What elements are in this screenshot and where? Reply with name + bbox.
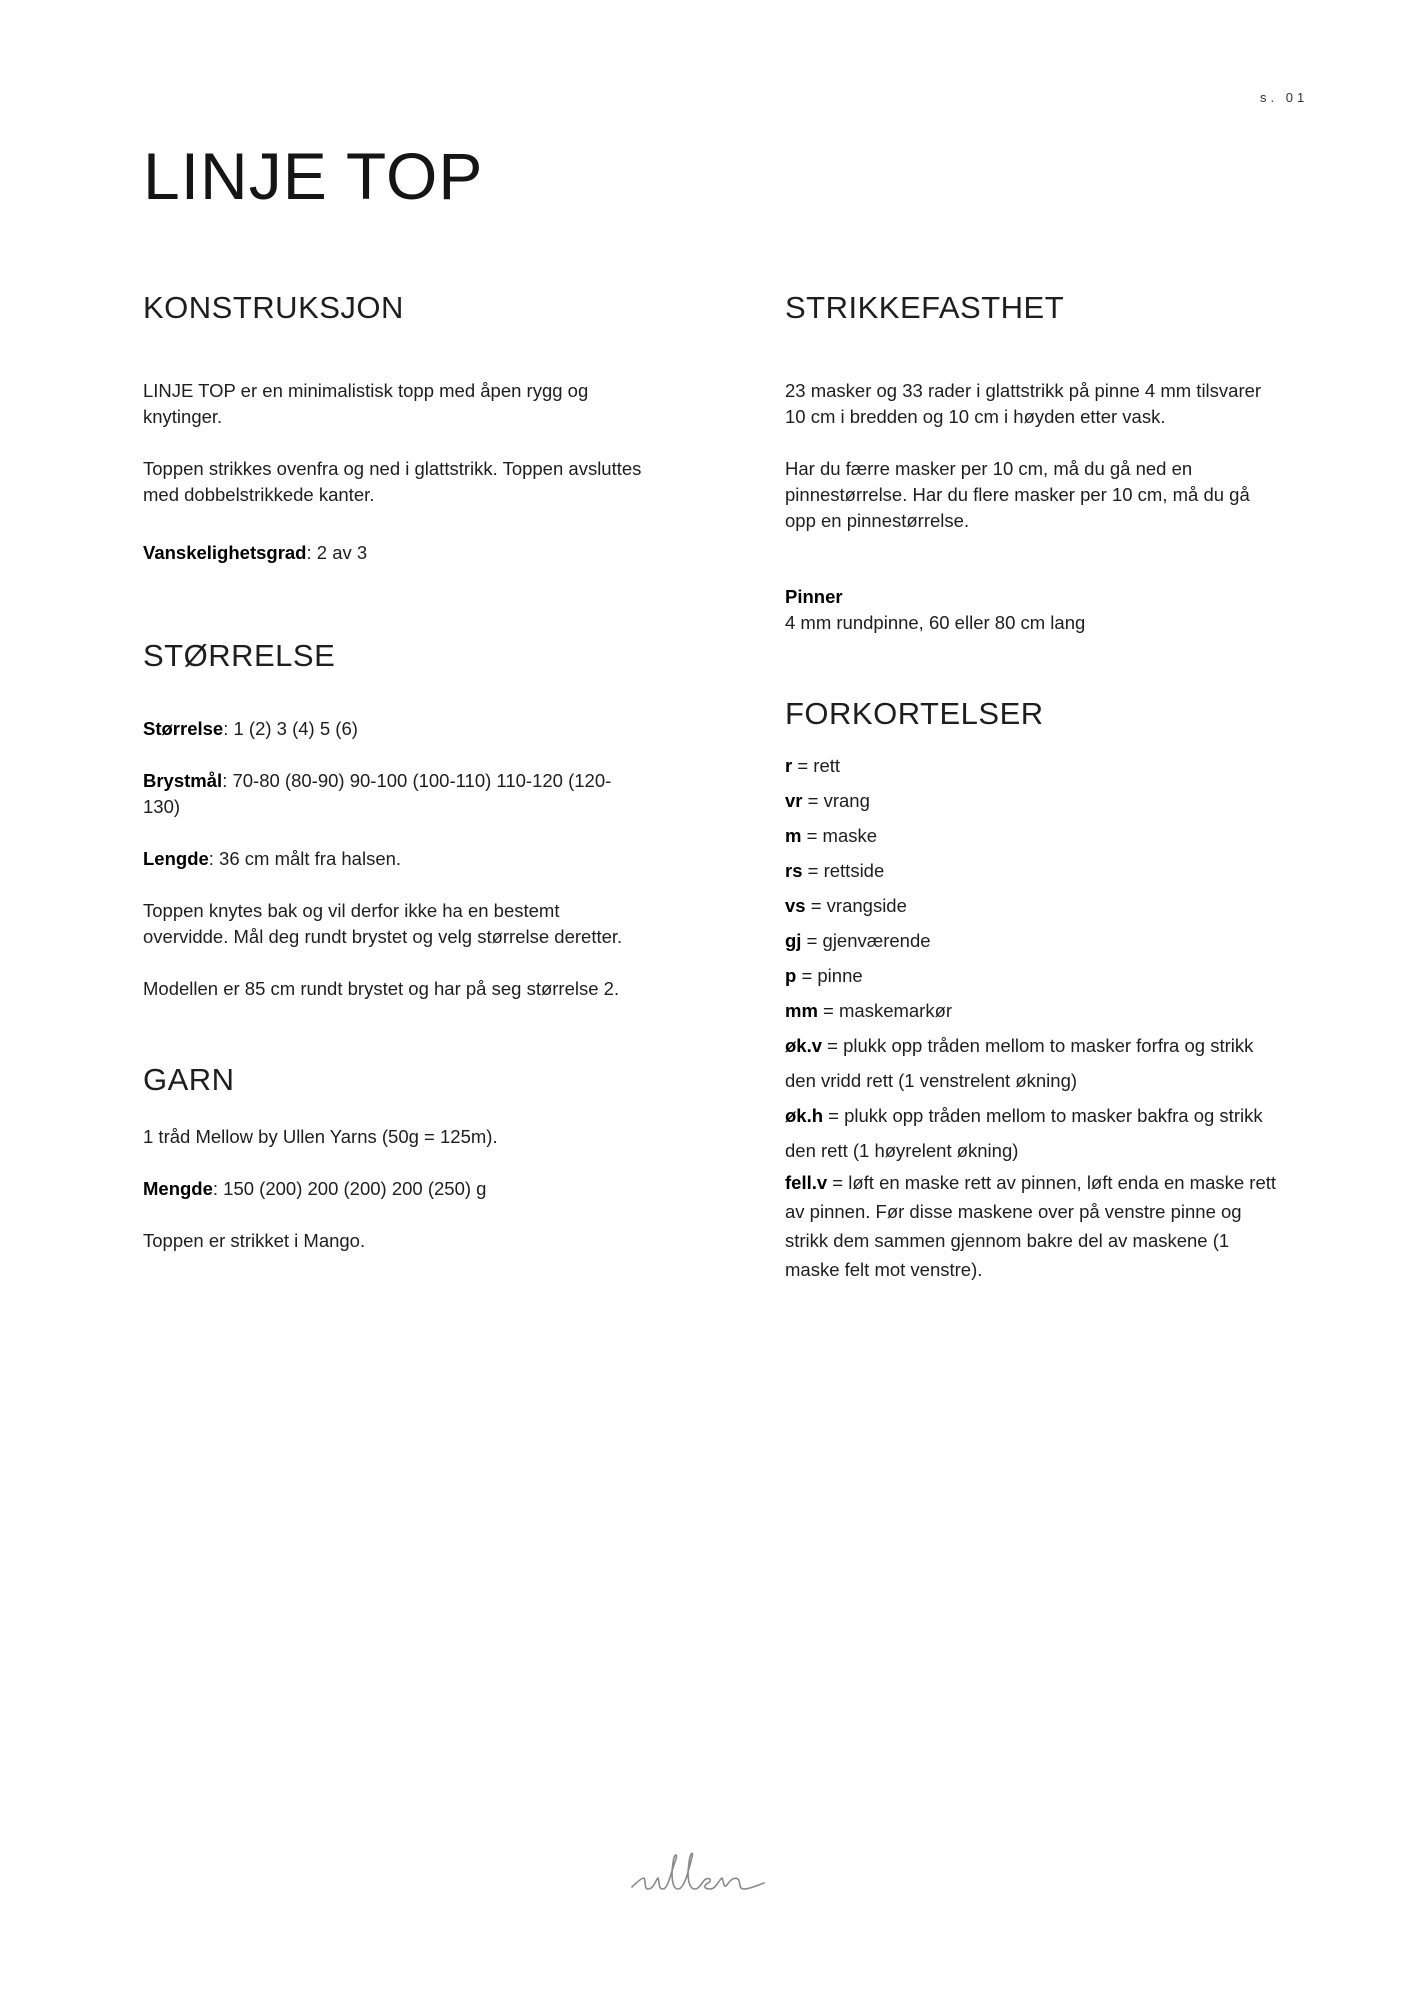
- abbr-term: øk.v: [785, 1035, 823, 1056]
- abbr-term: m: [785, 825, 802, 846]
- amount: [143, 1176, 643, 1202]
- abbr-term: gj: [785, 930, 802, 951]
- left-column: [143, 284, 643, 1254]
- bust: [143, 768, 643, 820]
- right-column: [785, 284, 1285, 1284]
- bust-value: : 70-80 (80-90) 90-100 (100-110) 110-120 (120-130): [143, 770, 612, 817]
- abbr-term: vs: [785, 895, 806, 916]
- size-label: Størrelse: [143, 718, 224, 739]
- heading-strikkefasthet: STRIKKEFASTHET: [785, 290, 1065, 325]
- difficulty-value: : 2 av 3: [306, 542, 368, 563]
- abbr-desc: = plukk opp tråden mellom to masker bakfra og strikk den rett (1 høyrelent økning): [785, 1105, 1263, 1161]
- heading-konstruksjon: KONSTRUKSJON: [143, 290, 404, 325]
- length-label: Lengde: [143, 848, 209, 869]
- abbr-desc: = løft en maske rett av pinnen, løft enda en maske rett av pinnen. Før disse maskene over på venstre pinne og strikk dem sammen gjennom bakre del av maskene (1 maske felt mot venstre).: [785, 1172, 1277, 1280]
- abbr-desc: = gjenværende: [801, 930, 931, 951]
- section-storrelse: [143, 632, 643, 1002]
- section-garn: [143, 1056, 643, 1254]
- abbr-term: p: [785, 965, 797, 986]
- size: [143, 716, 643, 742]
- amount-label: Mengde: [143, 1178, 213, 1199]
- gauge-adjust: Har du færre masker per 10 cm, må du gå ned en pinnestørrelse. Har du flere masker per 10 cm, må du gå opp en pinnestørrelse.: [785, 458, 1250, 531]
- fit-note: Toppen knytes bak og vil derfor ikke ha en bestemt overvidde. Mål deg rundt brystet og velg størrelse deretter.: [143, 900, 623, 947]
- size-value: : 1 (2) 3 (4) 5 (6): [223, 718, 358, 739]
- list-item: [785, 993, 1285, 1028]
- section-konstruksjon: [143, 284, 643, 566]
- abbr-desc: = pinne: [796, 965, 863, 986]
- page-number: s. 01: [1260, 90, 1309, 105]
- list-item: [785, 818, 1285, 853]
- abbr-term: mm: [785, 1000, 818, 1021]
- abbr-term: fell.v: [785, 1172, 828, 1193]
- needles-value: 4 mm rundpinne, 60 eller 80 cm lang: [785, 612, 1086, 633]
- abbr-desc: = maske: [801, 825, 878, 846]
- section-forkortelser: [785, 690, 1285, 1284]
- konstruksjon-intro: LINJE TOP er en minimalistisk topp med åpen rygg og knytinger.: [143, 380, 589, 427]
- list-item: [785, 1168, 1285, 1284]
- abbr-desc: = rett: [792, 755, 841, 776]
- ullen-logo: [630, 1845, 795, 1905]
- abbr-desc: = plukk opp tråden mellom to masker forfra og strikk den vridd rett (1 venstrelent økning): [785, 1035, 1254, 1091]
- difficulty: [143, 540, 643, 566]
- length: [143, 846, 643, 872]
- abbr-term: vr: [785, 790, 803, 811]
- list-item: [785, 1028, 1285, 1098]
- section-strikkefasthet: [785, 284, 1285, 636]
- abbr-term: r: [785, 755, 793, 776]
- bust-label: Brystmål: [143, 770, 223, 791]
- heading-forkortelser: FORKORTELSER: [785, 696, 1044, 731]
- heading-garn: GARN: [143, 1062, 235, 1097]
- abbr-desc: = vrangside: [805, 895, 907, 916]
- abbr-term: rs: [785, 860, 803, 881]
- konstruksjon-method: Toppen strikkes ovenfra og ned i glattstrikk. Toppen avsluttes med dobbelstrikkede kanter.: [143, 458, 642, 505]
- needles-label-text: Pinner: [785, 586, 843, 607]
- list-item: [785, 783, 1285, 818]
- color-note: Toppen er strikket i Mango.: [143, 1230, 366, 1251]
- abbr-desc: = rettside: [802, 860, 885, 881]
- difficulty-label: Vanskelighetsgrad: [143, 542, 307, 563]
- length-value: : 36 cm målt fra halsen.: [208, 848, 402, 869]
- model-note: Modellen er 85 cm rundt brystet og har på seg størrelse 2.: [143, 978, 620, 999]
- heading-storrelse: STØRRELSE: [143, 638, 336, 673]
- abbr-desc: = vrang: [802, 790, 870, 811]
- list-item: [785, 748, 1285, 783]
- list-item: [785, 1098, 1285, 1168]
- list-item: [785, 853, 1285, 888]
- list-item: [785, 958, 1285, 993]
- abbr-desc: = maskemarkør: [817, 1000, 953, 1021]
- page-title: LINJE TOP: [143, 139, 484, 213]
- abbreviation-list: [785, 748, 1285, 1284]
- abbr-term: øk.h: [785, 1105, 824, 1126]
- amount-value: : 150 (200) 200 (200) 200 (250) g: [212, 1178, 487, 1199]
- list-item: [785, 923, 1285, 958]
- list-item: [785, 888, 1285, 923]
- gauge: 23 masker og 33 rader i glattstrikk på pinne 4 mm tilsvarer 10 cm i bredden og 10 cm i høyden etter vask.: [785, 380, 1262, 427]
- needles-label: [785, 584, 1285, 610]
- yarn: 1 tråd Mellow by Ullen Yarns (50g = 125m).: [143, 1126, 498, 1147]
